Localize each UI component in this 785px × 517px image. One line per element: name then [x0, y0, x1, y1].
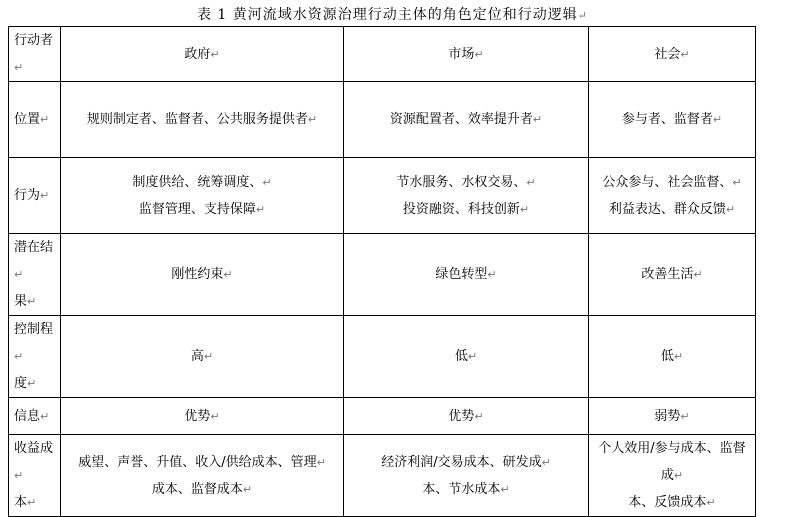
cell-society: 改善生活↵ [589, 234, 756, 316]
column-header: 行动者↵ [9, 27, 61, 82]
cell-text: 规则制定者、监督者、公共服务提供者 [86, 112, 308, 127]
table-row [9, 82, 756, 158]
cell-society: 公众参与、社会监督、↵ 利益表达、群众反馈↵ [589, 158, 756, 234]
cell-text: 政府 [184, 46, 211, 62]
cell-market: 绿色转型↵ [344, 234, 589, 316]
cell-government: 高↵ [61, 316, 344, 398]
cell-government: 威望、声誉、升值、收入/供给成本、管理↵ 成本、监督成本↵ [61, 435, 344, 517]
cell-market: 资源配置者、效率提升者↵ [344, 82, 589, 158]
cell-text: 经济利润/交易成本、研发成 [381, 454, 542, 470]
cell-text: 利益表达、群众反馈 [608, 201, 726, 217]
cell-text: 改善生活 [641, 267, 694, 282]
cell-text: 控制程 [14, 322, 54, 337]
cell-text: 成本、监督成本 [151, 481, 243, 497]
column-header: 市场↵ [344, 27, 589, 82]
cell-text: 弱势 [654, 408, 681, 424]
cell-text: 社会 [654, 46, 681, 62]
cell-text: 低 [660, 349, 674, 364]
role-logic-table [8, 26, 756, 517]
cell-government: 优势↵ [61, 398, 344, 435]
cell-text: 收益成 [14, 441, 54, 456]
cell-text: 位置 [14, 112, 41, 127]
cell-text: 参与者、监督者 [621, 112, 713, 127]
cell-text: 低 [454, 349, 468, 364]
cell-society: 弱势↵ [589, 398, 756, 435]
cell-society: 低↵ [589, 316, 756, 398]
table-row [9, 234, 756, 316]
column-header: 社会↵ [589, 27, 756, 82]
cell-text: 威望、声誉、升值、收入/供给成本、管理 [78, 454, 317, 470]
cell-text: 信息 [14, 408, 41, 424]
header-row [9, 27, 756, 82]
row-label: 潜在结↵ 果↵ [9, 234, 61, 316]
cell-text: 果 [14, 294, 28, 309]
cell-market: 低↵ [344, 316, 589, 398]
table-row [9, 158, 756, 234]
row-label: 信息↵ [9, 398, 61, 435]
cell-text: 优势 [184, 408, 211, 424]
cell-text: 资源配置者、效率提升者 [389, 112, 533, 127]
cell-government: 刚性约束↵ [61, 234, 344, 316]
cell-society: 个人效用/参与成本、监督成↵ 本、反馈成本↵ [589, 435, 756, 517]
table-caption: 表 1 黄河流域水资源治理行动主体的角色定位和行动逻辑↵ [196, 7, 589, 23]
cell-text: 优势 [448, 408, 475, 424]
cell-text: 潜在结 [14, 240, 54, 255]
row-label: 行为↵ [9, 158, 61, 234]
cell-text: 刚性约束 [171, 267, 224, 282]
cell-text: 高 [190, 349, 204, 364]
table-row [9, 316, 756, 398]
cell-text: 投资融资、科技创新 [402, 201, 520, 217]
table-row [9, 398, 756, 435]
row-label: 收益成↵ 本↵ [9, 435, 61, 517]
cell-text: 个人效用/参与成本、监督成 [598, 441, 746, 483]
cell-text: 本、反馈成本 [628, 495, 707, 510]
cell-text: 度 [14, 376, 28, 391]
cell-text: 节水服务、水权交易、 [396, 174, 527, 190]
cell-text: 市场 [448, 46, 475, 62]
cell-text: 本、节水成本 [422, 481, 501, 497]
cell-market: 节水服务、水权交易、↵ 投资融资、科技创新↵ [344, 158, 589, 234]
cell-text: 制度供给、统筹调度、 [132, 174, 263, 190]
cell-text: 监督管理、支持保障 [138, 201, 256, 217]
cell-text: 行动者 [14, 33, 54, 48]
column-header: 政府↵ [61, 27, 344, 82]
cell-text: 绿色转型 [435, 267, 488, 282]
cell-text: 公众参与、社会监督、 [602, 174, 733, 190]
table-row [9, 435, 756, 517]
cell-market: 优势↵ [344, 398, 589, 435]
cell-society: 参与者、监督者↵ [589, 82, 756, 158]
cell-text: 行为 [14, 188, 41, 203]
cell-text: 本 [14, 495, 28, 510]
row-label: 位置↵ [9, 82, 61, 158]
cell-market: 经济利润/交易成本、研发成↵ 本、节水成本↵ [344, 435, 589, 517]
row-label: 控制程↵ 度↵ [9, 316, 61, 398]
cell-government: 制度供给、统筹调度、↵ 监督管理、支持保障↵ [61, 158, 344, 234]
cell-government: 规则制定者、监督者、公共服务提供者↵ [61, 82, 344, 158]
